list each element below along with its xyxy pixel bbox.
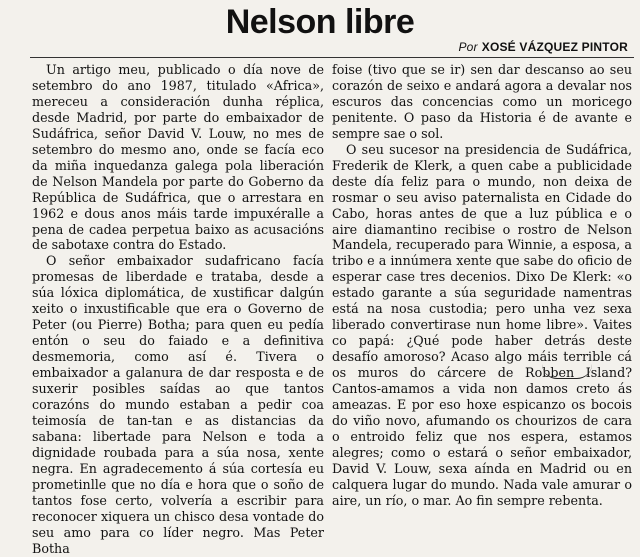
byline-rule: [30, 57, 634, 58]
byline-prefix: Por: [458, 40, 478, 54]
left-column: [32, 62, 324, 557]
byline: [458, 40, 628, 54]
right-column: [332, 62, 632, 509]
article-title: Nelson libre: [225, 3, 415, 41]
paragraph: foise (tivo que se ir) sen dar descanso ao seu corazón de seixo e andará agora a devalar nos escuros das concencias como un moricego penitente. O paso da Historia é de avante e sempre sae o sol.: [332, 62, 632, 141]
pen-underline-mark: [542, 364, 592, 379]
paragraph: Un artigo meu, publicado o día nove de setembro do ano 1987, titulado «Africa», mereceu a consideración dunha réplica, desde Madrid, por parte do embaixador de Sudáfrica, señor David V. Louw, no mes de setembro do mesmo ano, onde se facía eco da miña inquedanza galega pola liberación de Nelson Mandela por parte do Goberno da República de Sudáfrica, que o arrestara en 1962 e dous anos máis tarde impuxéralle a pena de cadea perpetua baixo as acusacións de sabotaxe contra do Estado.: [32, 62, 324, 253]
paragraph: O seu sucesor na presidencia de Sudáfrica, Frederik de Klerk, a quen cabe a publicidade deste día feliz para o mundo, non deixa de rosmar o seu aviso paternalista en Cidade do Cabo, horas antes de que a luz pública e o aire diamantino recibise o rostro de Nelson Mandela, recuperado para Winnie, a esposa, a tribo e a innúmera xente que sabe do oficio de esperar case tres decenios. Dixo De Klerk: «o estado garante a súa seguridade namentras está na nosa custodia; pero unha vez sexa liberado convertirase nun home libre». Vaites co papá: ¿Qué pode haber detrás deste desafío amoroso? Acaso algo máis terrible cá os muros do cárcere de Robben Island? Cantos-amamos a vida non damos creto ás ameazas. E por eso hoxe espicanzo os bocois do viño novo, afumando os chourizos de cara o entroido feliz que nos espera, estamos alegres; como o estará o señor embaixador, David V. Louw, sexa aínda en Madrid ou en calquera lugar do mundo. Nada vale amurar o aire, un río, o mar. Ao fin sempre rebenta.: [332, 141, 632, 508]
author-name: XOSÉ VÁZQUEZ PINTOR: [481, 40, 628, 54]
paragraph: O señor embaixador sudafricano facía promesas de liberdade e trataba, desde a súa lóxica diplomática, de xustificar dalgún xeito o inxustificable que era o Governo de Peter (ou Pierre) Botha; para quen eu pedía entón o seu do faiado e a definitiva desmemoria, como así é. Tivera o embaixador a galanura de dar resposta e de suxerir posibles saídas ao que tantos corazóns do mundo estaban a pedir coa teimosía de tan-tan e as distancias da sabana: libertade para Nelson e toda a dignidade roubada para a súa nosa, xente negra. En agradecemento á súa cortesía eu prometinlle que no día e hora que o soño de tantos fose certo, volvería a escribir para reconocer xiquera un chisco desa vontade do seu amo para co líder negro. Mas Peter Botha: [32, 253, 324, 556]
